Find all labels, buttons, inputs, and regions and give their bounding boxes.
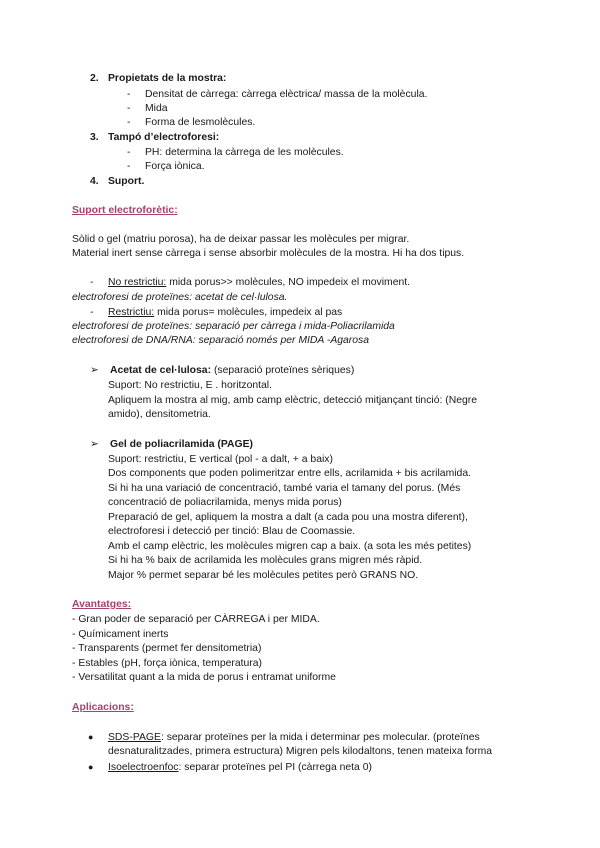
avantatge-3: - Transparents (permet fer densitometria) — [72, 643, 262, 654]
avantatges-heading: Avantatges: — [72, 599, 132, 610]
item-2-sub-3: - Forma de lesmolècules. — [127, 117, 256, 128]
gel-title-line: ➢ Gel de poliacrilamida (PAGE) — [90, 439, 254, 450]
arrow-bullet-icon: ➢ — [90, 365, 99, 376]
suport-intro-1: Sòlid o gel (matriu porosa), ha de deixar passar les molècules per migrar. — [72, 234, 410, 245]
arrow-bullet-icon: ➢ — [90, 439, 99, 450]
gel-line-3: Si hi ha una variació de concentració, també varia el tamany del porus. (Més — [108, 483, 461, 494]
avantatge-2: - Químicament inerts — [72, 629, 169, 640]
item-2-sub-1: - Densitat de càrrega: càrrega elèctrica/ massa de la molècula. — [127, 89, 428, 100]
item-3-title: 3. Tampó d’electroforesi: — [90, 132, 220, 143]
suport-heading: Suport electroforètic: — [72, 205, 178, 216]
acetat-title-line: ➢ Acetat de cel·lulosa: (separació proteïnes sèriques) — [90, 365, 355, 376]
restrictiu-label: Restrictiu: — [108, 307, 155, 318]
avantatge-1: - Gran poder de separació per CÀRREGA i per MIDA. — [72, 614, 320, 625]
gel-line-8: Si hi ha % baix de acrilamida les molècules grans migren més ràpid. — [108, 555, 423, 566]
restrictiu-line: - Restrictiu: mida porus= molècules, impedeix al pas — [90, 307, 343, 318]
item-4-title: 4. Suport. — [90, 176, 145, 187]
gel-line-7: Amb el camp elèctric, les molècules migren cap a baix. (a sota les més petites) — [108, 541, 472, 552]
gel-line-6: electroforesi i detecció per tinció: Blau de Coomassie. — [108, 526, 356, 537]
sds-page-line-1: ● SDS-PAGE: separar proteïnes per la mida i determinar pes molecular. (proteïnes — [88, 732, 480, 743]
gel-line-9: Major % permet separar bé les molècules petites però GRANS NO. — [108, 570, 419, 581]
sds-page-line-2: desnaturalitzades, primera estructura) Migren pels kilodaltons, tenen mateixa forma — [108, 746, 493, 757]
suport-intro-2: Material inert sense càrrega i sense absorbir molècules de la mostra. Hi ha dos tipus. — [72, 248, 465, 259]
isoelectroenfoc-line: ● Isoelectroenfoc: separar proteïnes pel PI (càrrega neta 0) — [88, 762, 372, 773]
bullet-icon: ● — [88, 732, 94, 742]
avantatge-5: - Versatilitat quant a la mida de porus i entramat uniforme — [72, 672, 336, 683]
item-2-sub-2: - Mida — [127, 103, 168, 114]
item-2-title: 2. Propietats de la mostra: — [90, 73, 227, 84]
isoelectroenfoc-label: Isoelectroenfoc — [108, 762, 179, 773]
restrictiu-example-2: electroforesi de DNA/RNA: separació només per MIDA -Agarosa — [72, 335, 370, 346]
aplicacions-heading: Aplicacions: — [72, 702, 134, 713]
sds-page-label: SDS-PAGE — [108, 732, 161, 743]
restrictiu-example-1: electroforesi de proteïnes: separació per càrrega i mida-Poliacrilamida — [72, 321, 395, 332]
no-restrictiu-label: No restrictiu: — [108, 277, 167, 288]
acetat-line-2: Apliquem la mostra al mig, amb camp elèctric, detecció mitjançant tinció: (Negre — [108, 395, 478, 406]
item-3-sub-2: - Força iònica. — [127, 161, 205, 172]
no-restrictiu-line: - No restrictiu: mida porus>> molècules, NO impedeix el moviment. — [90, 277, 411, 288]
acetat-line-1: Suport: No restrictiu, E . horitzontal. — [108, 380, 273, 391]
no-restrictiu-example: electroforesi de proteïnes: acetat de cel·lulosa. — [72, 292, 288, 303]
avantatge-4: - Estables (pH, força iònica, temperatura) — [72, 658, 262, 669]
gel-line-5: Preparació de gel, apliquem la mostra a dalt (a cada pou una mostra diferent), — [108, 512, 468, 523]
bullet-icon: ● — [88, 762, 94, 772]
gel-line-1: Suport: restrictiu, E vertical (pol - a dalt, + a baix) — [108, 454, 333, 465]
gel-line-4: concentració de poliacrilamida, menys mida porus) — [108, 497, 342, 508]
item-3-sub-1: - PH: determina la càrrega de les molècules. — [127, 147, 344, 158]
acetat-line-3: amido), densitometria. — [108, 409, 211, 420]
gel-line-2: Dos components que poden polimeritzar entre ells, acrilamida + bis acrilamida. — [108, 468, 471, 479]
